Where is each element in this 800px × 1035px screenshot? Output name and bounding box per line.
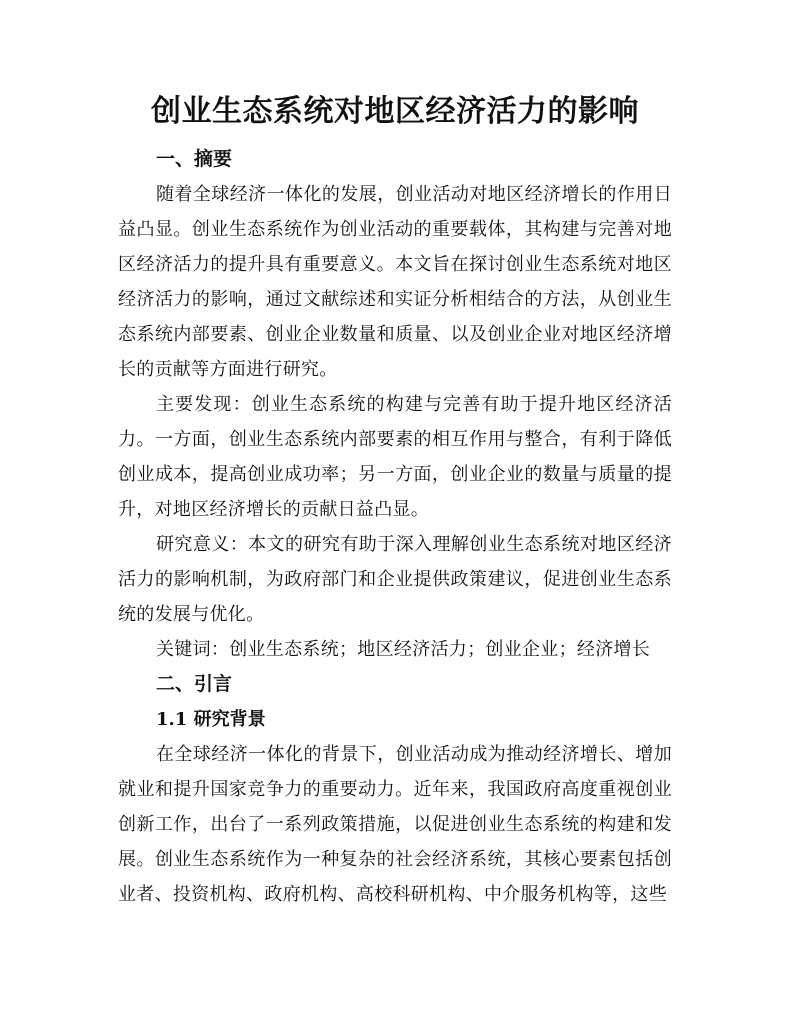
abstract-heading: 一、摘要 bbox=[156, 148, 233, 170]
keywords-line: 关键词：创业生态系统；地区经济活力；创业企业；经济增长 bbox=[156, 639, 651, 660]
abstract-paragraph-1: 随着全球经济一体化的发展，创业活动对地区经济增长的作用日益凸显。创业生态系统作为创业活动的重要载体，其构建与完善对地区经济活力的提升具有重要意义。本文旨在探讨创业生态系统对地区经济活力的影响，通过文献综述和实证分析相结合的方法，从创业生态系统内部要素、创业企业数量和质量、以及创业企业对地区经济增长的贡献等方面进行研究。 bbox=[118, 184, 672, 380]
intro-paragraph: 在全球经济一体化的背景下，创业活动成为推动经济增长、增加就业和提升国家竞争力的重要动力。近年来，我国政府高度重视创业创新工作，出台了一系列政策措施，以促进创业生态系统的构建和发展。创业生态系统作为一种复杂的社会经济系统，其核心要素包括创业者、投资机构、政府机构、高校科研机构、中介服务机构等，这些 bbox=[118, 744, 672, 905]
abstract-paragraph-significance: 研究意义：本文的研究有助于深入理解创业生态系统对地区经济活力的影响机制，为政府部门和企业提供政策建议，促进创业生态系统的发展与优化。 bbox=[118, 534, 672, 625]
intro-heading: 二、引言 bbox=[156, 673, 233, 695]
abstract-paragraph-findings: 主要发现：创业生态系统的构建与完善有助于提升地区经济活力。一方面，创业生态系统内部要素的相互作用与整合，有利于降低创业成本，提高创业成功率；另一方面，创业企业的数量与质量的提升，对地区经济增长的贡献日益凸显。 bbox=[118, 394, 672, 520]
intro-subheading: 1.1 研究背景 bbox=[156, 709, 266, 730]
document-title: 创业生态系统对地区经济活力的影响 bbox=[151, 94, 639, 129]
